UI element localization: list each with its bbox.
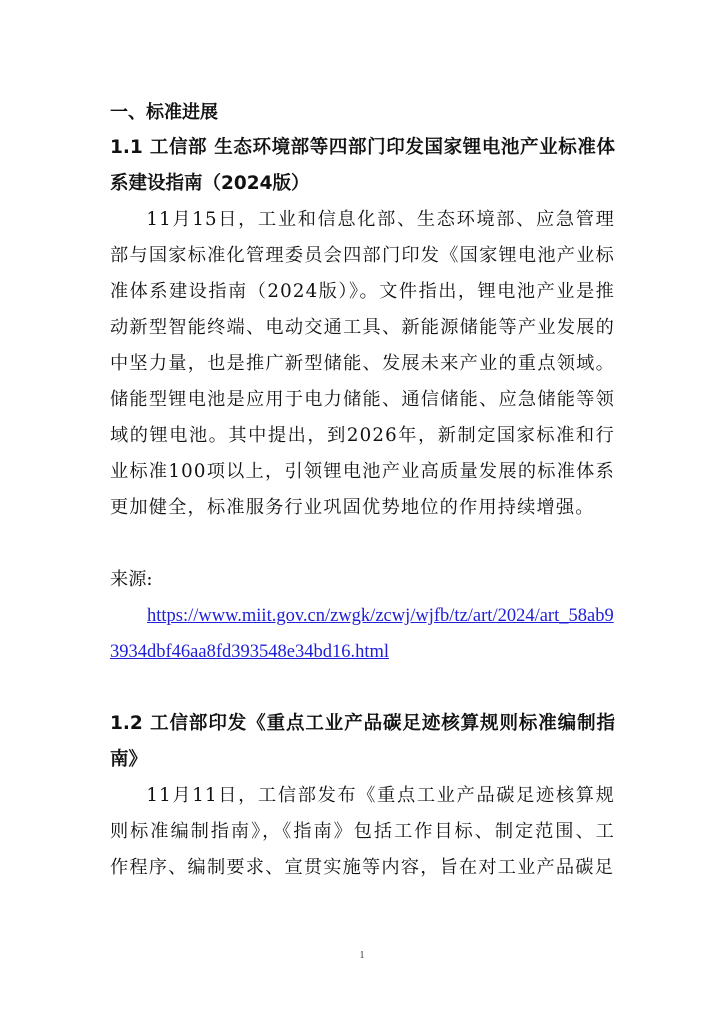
spacer	[110, 526, 615, 562]
source-link[interactable]: https://www.miit.gov.cn/zwgk/zcwj/wjfb/tz/art/2024/art_58ab93934dbf46aa8fd393548e34bd16.html	[110, 606, 614, 662]
source-label: 来源:	[110, 569, 153, 590]
item-body-2: 11月11日，工信部发布《重点工业产品碳足迹核算规则标准编制指南》，《指南》包括工作目标、制定范围、工作程序、编制要求、宣贯实施等内容，旨在对工业产品碳足	[110, 785, 615, 878]
document-page	[110, 96, 615, 886]
page-number: 1	[359, 950, 365, 961]
section-heading: 一、标准进展	[110, 102, 218, 123]
item-body-1: 11月15日，工业和信息化部、生态环境部、应急管理部与国家标准化管理委员会四部门印发《国家锂电池产业标准体系建设指南（2024版）》。文件指出，锂电池产业是推动新型智能终端、电动交通工具、新能源储能等产业发展的中坚力量，也是推广新型储能、发展未来产业的重点领域。储能型锂电池是应用于电力储能、通信储能、应急储能等领域的锂电池。其中提出，到2026年，新制定国家标准和行业标准100项以上，引领锂电池产业高质量发展的标准体系更加健全，标准服务行业巩固优势地位的作用持续增强。	[110, 209, 615, 518]
item-title-2: 1.2 工信部印发《重点工业产品碳足迹核算规则标准编制指南》	[110, 713, 615, 770]
item-title-1: 1.1 工信部 生态环境部等四部门印发国家锂电池产业标准体系建设指南（2024版）	[110, 137, 615, 194]
spacer	[110, 670, 615, 706]
